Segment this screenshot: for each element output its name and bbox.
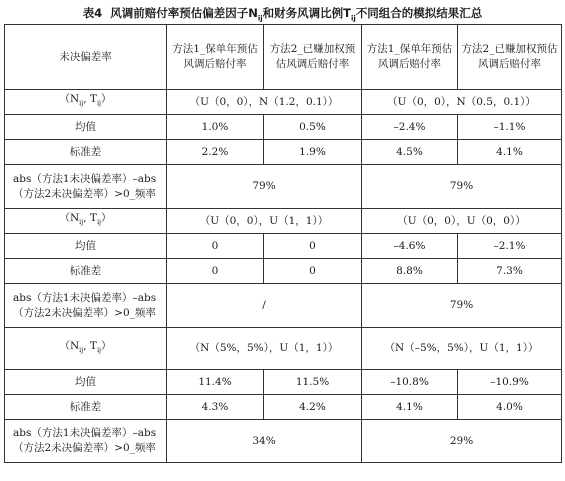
combo-row — [5, 328, 562, 370]
header-col4: 方法2_已赚加权预估风调后赔付率 — [458, 25, 562, 90]
caption-text-a: 风调前赔付率预估偏差因子N — [110, 6, 258, 20]
std-cell: 4.1% — [458, 140, 562, 165]
caption-text-c: 不同组合的模拟结果汇总 — [355, 6, 483, 20]
mean-cell: –10.8% — [362, 370, 458, 395]
std-cell: 0 — [264, 259, 362, 284]
header-row-label: 未决偏差率 — [5, 25, 167, 90]
freq-label: abs（方法1未决偏差率）–abs （方法2未决偏差率）>0_频率 — [5, 165, 167, 209]
mean-label: 均值 — [5, 115, 167, 140]
mean-cell: –4.6% — [362, 234, 458, 259]
mean-cell: –2.4% — [362, 115, 458, 140]
freq-right: 29% — [362, 420, 562, 463]
header-col2: 方法2_已赚加权预估风调后赔付率 — [264, 25, 362, 90]
mean-row — [5, 370, 562, 395]
caption-text-b: 和财务风调比例T — [262, 6, 351, 20]
combo-row — [5, 209, 562, 234]
freq-row — [5, 284, 562, 328]
simulation-results-table — [4, 24, 562, 463]
combo-left: （U（0，0），N（1.2，0.1）） — [167, 90, 362, 115]
std-label: 标准差 — [5, 395, 167, 420]
combo-right: （U（0，0），N（0.5，0.1）） — [362, 90, 562, 115]
param-label: （$N_{ij}$, $T_{ij}$） — [5, 209, 167, 234]
std-cell: 8.8% — [362, 259, 458, 284]
std-cell: 4.3% — [167, 395, 264, 420]
caption-sub-b: ij — [351, 14, 356, 23]
std-cell: 4.1% — [362, 395, 458, 420]
mean-cell: 0 — [167, 234, 264, 259]
table-number: 表4 — [82, 6, 103, 20]
mean-cell: –2.1% — [458, 234, 562, 259]
mean-cell: 0.5% — [264, 115, 362, 140]
std-cell: 4.5% — [362, 140, 458, 165]
combo-left: （U（0，0），U（1，1）） — [167, 209, 362, 234]
freq-row — [5, 420, 562, 463]
mean-cell: –1.1% — [458, 115, 562, 140]
std-cell: 2.2% — [167, 140, 264, 165]
combo-left: （N（5%，5%），U（1，1）） — [167, 328, 362, 370]
caption-sub-a: ij — [257, 14, 263, 23]
std-cell: 1.9% — [264, 140, 362, 165]
param-label: （$N_{ij}$, $T_{ij}$） — [5, 328, 167, 370]
freq-row — [5, 165, 562, 209]
std-row — [5, 395, 562, 420]
std-cell: 0 — [167, 259, 264, 284]
freq-left: 34% — [167, 420, 362, 463]
header-col3: 方法1_保单年预估风调后赔付率 — [362, 25, 458, 90]
header-col1: 方法1_保单年预估风调后赔付率 — [167, 25, 264, 90]
table-caption — [0, 0, 565, 24]
mean-row — [5, 234, 562, 259]
std-row — [5, 259, 562, 284]
mean-cell: 11.4% — [167, 370, 264, 395]
mean-label: 均值 — [5, 234, 167, 259]
mean-cell: 1.0% — [167, 115, 264, 140]
mean-row — [5, 115, 562, 140]
std-label: 标准差 — [5, 140, 167, 165]
std-cell: 4.0% — [458, 395, 562, 420]
combo-right: （N（–5%，5%），U（1，1）） — [362, 328, 562, 370]
std-label: 标准差 — [5, 259, 167, 284]
mean-cell: –10.9% — [458, 370, 562, 395]
freq-label: abs（方法1未决偏差率）–abs （方法2未决偏差率）>0_频率 — [5, 284, 167, 328]
freq-right: 79% — [362, 284, 562, 328]
std-cell: 4.2% — [264, 395, 362, 420]
mean-cell: 11.5% — [264, 370, 362, 395]
freq-left: 79% — [167, 165, 362, 209]
freq-left: / — [167, 284, 362, 328]
param-label: （$N_{ij}$, $T_{ij}$） — [5, 90, 167, 115]
mean-label: 均值 — [5, 370, 167, 395]
combo-right: （U（0，0），U（0，0）） — [362, 209, 562, 234]
freq-label: abs（方法1未决偏差率）–abs （方法2未决偏差率）>0_频率 — [5, 420, 167, 463]
mean-cell: 0 — [264, 234, 362, 259]
combo-row — [5, 90, 562, 115]
std-cell: 7.3% — [458, 259, 562, 284]
std-row — [5, 140, 562, 165]
header-row — [5, 25, 562, 90]
freq-right: 79% — [362, 165, 562, 209]
